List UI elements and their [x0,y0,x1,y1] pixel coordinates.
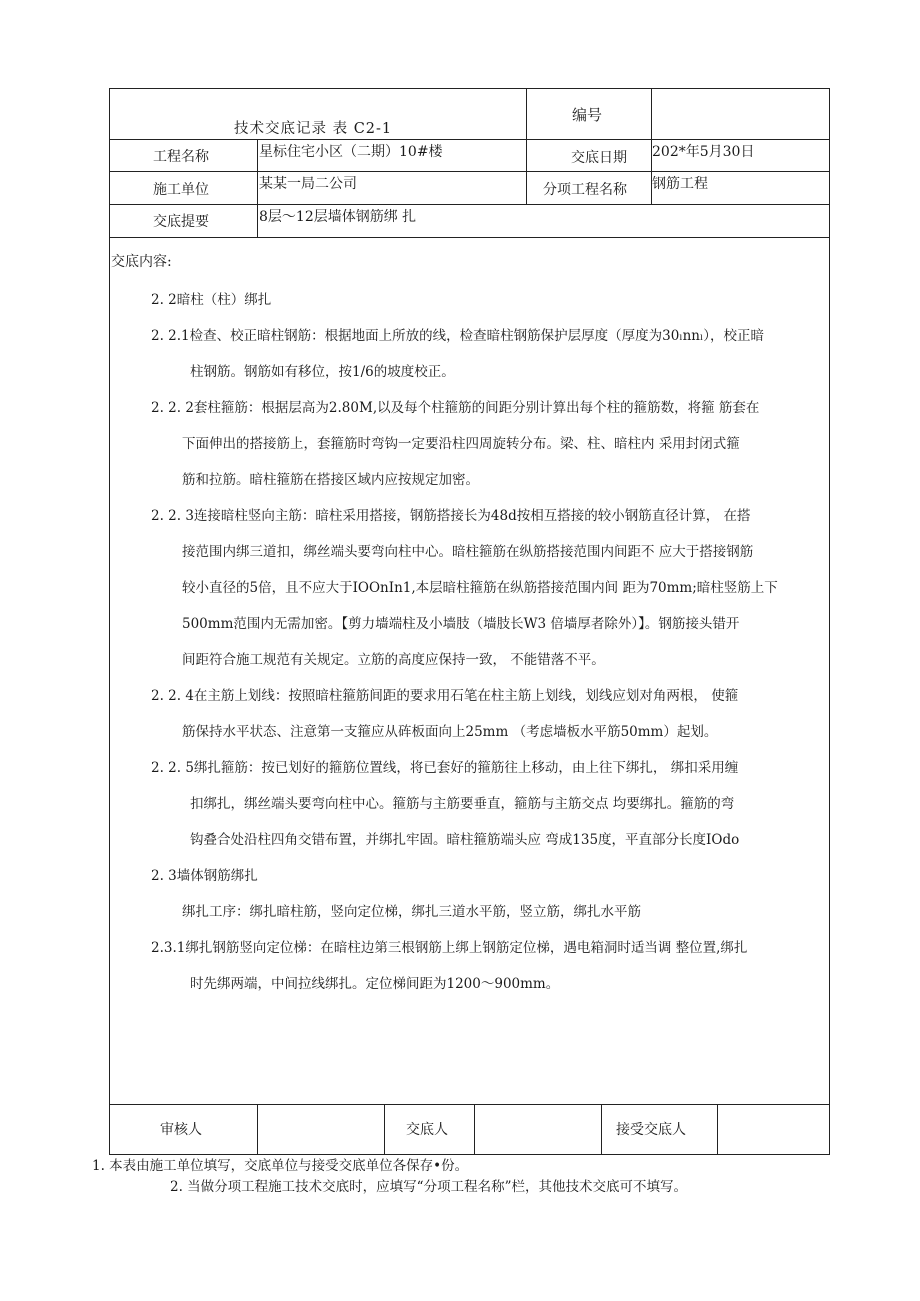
content-line: 较小直径的5倍，且不应大于IOOnIn1,本层暗柱箍筋在纵筋搭接范围内间 距为70mm;暗柱竖筋上下 [182,580,778,596]
content-line: 时先绑两端，中间拉线绑扎。定位梯间距为1200～900mm。 [190,976,560,992]
content-line: 接范围内绑三道扣，绑丝端头要弯向柱中心。暗柱箍筋在纵筋搭接范围内间距不 应大于搭接钢筋 [182,544,754,560]
date-value: 202*年5月30日 [652,144,755,160]
rule-label-col [257,139,258,237]
content-line: 2. 2. 4在主筋上划线：按照暗柱箍筋间距的要求用石笔在柱主筋上划线，划线应划对角两根， 使箍 [151,688,739,704]
content-line: 2. 2. 5绑扎箍筋：按已划好的箍筋位置线，将已套好的箍筋往上移动，由上往下绑扎， 绑扣采用缠 [151,760,739,776]
content-line: 筋和拉筋。暗柱箍筋在搭接区域内应按规定加密。 [182,472,479,488]
content-line: 2. 2. 3连接暗柱竖向主筋：暗柱采用搭接，钢筋搭接长为48d按相互搭接的较小钢筋直径计算， 在搭 [151,508,751,524]
rule-sig-3 [474,1104,475,1155]
content-line: 柱钢筋。钢筋如有移位，按1/6的坡度校正。 [190,364,455,380]
footnote-2: 2. 当做分项工程施工技术交底时，应填写“分项工程名称”栏，其他技术交底可不填写。 [170,1179,687,1195]
rule-sig-5 [717,1104,718,1155]
number-label: 编号 [572,106,603,124]
rule-sig-2 [384,1104,385,1155]
content-line: 筋保持水平状态、注意第一支箍应从砗板面向上25mm （考虑墙板水平筋50mm）起划。 [182,724,718,740]
form-title: 技术交底记录 表 C2-1 [234,121,393,137]
content-line: 扣绑扎，绑丝端头要弯向柱中心。箍筋与主筋要垂直，箍筋与主筋交点 均要绑扎。箍筋的弯 [190,796,735,812]
rule-sig-4 [601,1104,602,1155]
rule-sig-1 [257,1104,258,1155]
content-line: 2.3.1绑扎钢筋竖向定位梯：在暗柱边第三根钢筋上绑上钢筋定位梯，遇电箱洞时适当调 整位置,绑扎 [151,940,748,956]
content-line: 2. 3墙体钢筋绑扎 [151,868,258,884]
content-line: 绑扎工序：绑扎暗柱筋，竖向定位梯，绑扎三道水平筋，竖立筋，绑扎水平筋 [182,904,641,920]
rule-header-bottom [109,139,830,140]
rule-signature-top [109,1104,830,1105]
content-label: 交底内容: [111,254,172,270]
content-line: 下面伸出的搭接筋上，套箍筋时弯钩一定要沿柱四周旋转分布。梁、柱、暗柱内 采用封闭式箍 [182,436,740,452]
discloser-label: 交底人 [406,1122,448,1138]
summary-value: 8层～12层墙体钢筋绑 扎 [259,209,417,225]
reviewer-label: 审核人 [160,1122,202,1138]
rule-row-summary [109,237,830,238]
project-name-label: 工程名称 [153,149,209,165]
sub-project-label: 分项工程名称 [543,182,627,198]
receiver-label: 接受交底人 [616,1122,686,1138]
content-line: 2. 2.1检查、校正暗柱钢筋：根据地面上所放的线，检查暗柱钢筋保护层厚度（厚度为30ₗnnₗ），校正暗 [151,328,765,344]
footnote-1: 1. 本表由施工单位填写，交底单位与接受交底单位各保存•份。 [92,1158,469,1174]
sub-project-value: 钢筋工程 [652,176,708,192]
content-line: 2. 2. 2套柱箍筋：根据层高为2.80M,以及每个柱箍筋的间距分别计算出每个柱的箍筋数，将箍 筋套在 [151,400,760,416]
content-line: 钩叠合处沿柱四角交错布置，并绑扎牢固。暗柱箍筋端头应 弯成135度，平直部分长度IOdo [190,832,740,848]
unit-label: 施工单位 [153,182,209,198]
content-line: 500mm范围内无需加密。【剪力墙端柱及小墙肢（墙肢长W3 倍墙厚者除外）】。钢筋接头错开 [182,616,740,632]
rule-row-project [109,171,830,172]
rule-title-split [526,88,527,204]
content-line: 间距符合施工规范有关规定。立筋的高度应保持一致， 不能错落不平。 [182,652,605,668]
summary-label: 交底提要 [153,214,209,230]
rule-row-unit [109,204,830,205]
date-label: 交底日期 [571,150,627,166]
content-line: 2. 2暗柱（柱）绑扎 [151,292,272,308]
project-name-value: 星标住宅小区（二期）10#楼 [259,144,443,160]
unit-value: 某某一局二公司 [259,176,357,192]
